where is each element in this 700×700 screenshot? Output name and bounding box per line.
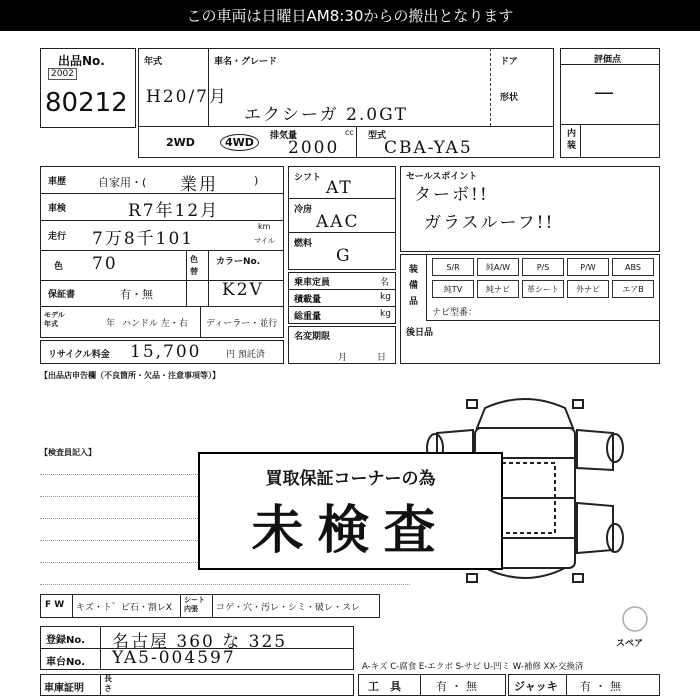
score-label: 評価点	[594, 55, 622, 65]
lot-label: 出品No.	[58, 54, 105, 68]
year-label: 年式	[144, 57, 163, 67]
top-banner: この車両は日曜日AM8:30からの搬出となります	[0, 0, 700, 31]
spare-tire-icon	[618, 604, 652, 634]
navi-model-label: ナビ型番：	[432, 308, 478, 318]
fuel-label: 燃料	[294, 239, 313, 249]
weight-unit: kg	[380, 309, 391, 319]
equipment-item: 純A/W	[477, 258, 519, 276]
recycle-value: 15,700	[130, 342, 202, 362]
type-value: CBA-YA5	[384, 138, 473, 158]
handle-label: ハンドル 左・右	[122, 319, 188, 329]
garage-length-label: 長さ	[104, 674, 112, 693]
fuel-value: G	[336, 246, 352, 266]
drive-4wd: 4WD	[220, 134, 259, 151]
tools-label: 工 具	[368, 680, 401, 693]
equipment-item: S/R	[432, 258, 474, 276]
color-no-label: カラーNo.	[216, 257, 261, 267]
shift-value: AT	[326, 178, 353, 198]
mileage-unit-km: km	[258, 222, 271, 231]
sales-point-line2: ガラスルーフ!!	[424, 213, 555, 233]
registration-value: 名古屋 360 な 325	[112, 632, 288, 652]
garage-cert-box	[40, 674, 354, 696]
sales-point-line1: ターボ!!	[414, 185, 489, 205]
drive-2wd: 2WD	[166, 136, 195, 149]
score-value: —	[594, 80, 614, 104]
stamp-big-text: 未検査	[251, 501, 450, 561]
recycle-label: リサイクル料金	[48, 350, 110, 360]
model-label: 車名・グレード	[214, 57, 278, 67]
inspector-heading: 【検査員記入】	[40, 448, 96, 457]
interior-label: 内装	[567, 129, 577, 151]
history-box	[40, 166, 284, 338]
color-no-value: K2V	[222, 280, 264, 300]
dealer-label: ディーラー・並行	[206, 319, 278, 329]
displacement-value: 2000	[288, 138, 340, 158]
jack-value: 有・無	[580, 680, 625, 693]
equipment-item: 純ナビ	[477, 280, 519, 298]
displacement-label: 排気量	[270, 131, 298, 141]
color-replace-label: 色替	[190, 255, 198, 276]
registration-label: 登録No.	[46, 635, 86, 646]
equipment-item: ABS	[612, 258, 654, 276]
history-opt1: 自家用・(	[98, 176, 147, 189]
ac-label: 冷房	[294, 205, 313, 215]
history-label: 車歴	[48, 177, 67, 187]
garage-cert-label: 車庫証明	[44, 683, 84, 694]
seat-label: シート内張	[184, 596, 205, 613]
equipment-item: エアB	[612, 280, 654, 298]
warranty-label: 保証書	[48, 290, 76, 300]
model-year-label: モデル年式	[44, 311, 65, 328]
damage-legend: A-キズ C-腐食 E-エクボ S-サビ U-凹ミ W-補修 XX-交換済	[362, 662, 584, 672]
name-change-label: 名変期限	[294, 332, 331, 342]
name-change-unit: 月日	[338, 353, 417, 363]
spare-label: スペア	[616, 639, 644, 649]
color-label: 色	[54, 262, 64, 272]
type-label: 型式	[368, 131, 387, 141]
model-year-unit: 年	[106, 319, 116, 329]
equipment-item: P/W	[567, 258, 609, 276]
model-value: エクシーガ 2.0GT	[244, 105, 409, 125]
door-label: ドア	[500, 57, 518, 67]
equipment-label: 装備品	[409, 265, 419, 307]
equipment-item: P/S	[522, 258, 564, 276]
lot-sub: 2002	[48, 68, 77, 80]
equipment-item: 純TV	[432, 280, 474, 298]
chassis-value: YA5-004597	[112, 648, 236, 668]
inspection-label: 車検	[48, 204, 67, 214]
sales-point-label: セールスポイント	[406, 172, 478, 182]
recycle-unit: 円 預託済	[226, 350, 265, 360]
chassis-label: 車台No.	[46, 657, 86, 668]
fw-text: キズ・ト゛ビ石・割レX	[76, 603, 172, 613]
mileage-value: 7万8千101	[92, 229, 195, 249]
tools-value: 有・無	[436, 680, 481, 693]
later-items-label: 後日品	[406, 328, 434, 338]
stamp-top-text: 買取保証コーナーの為	[265, 469, 436, 489]
ac-value: AAC	[316, 212, 360, 232]
not-inspected-stamp	[198, 452, 503, 570]
shape-label: 形状	[500, 93, 519, 103]
capacity-unit: 名	[380, 278, 390, 288]
jack-label: ジャッキ	[514, 680, 558, 693]
weight-label: 総重量	[294, 312, 322, 322]
equipment-item: 革シート	[522, 280, 564, 298]
load-unit: kg	[380, 292, 391, 302]
color-value: 70	[92, 254, 118, 274]
lot-number: 80212	[45, 88, 128, 118]
inspection-value: R7年12月	[128, 201, 220, 221]
declaration-heading: 【出品店申告欄（不良箇所・欠品・注意事項等）】	[40, 371, 220, 380]
load-label: 積載量	[294, 295, 322, 305]
shift-label: シフト	[294, 173, 322, 183]
history-circled: 業用	[180, 175, 218, 195]
year-value: H20/7月	[146, 87, 229, 107]
mileage-unit-mile: マイル	[254, 237, 275, 245]
capacity-label: 乗車定員	[294, 278, 331, 288]
displacement-unit: cc	[345, 128, 354, 137]
equipment-item: 外ナビ	[567, 280, 609, 298]
history-close: )	[254, 174, 259, 187]
mileage-label: 走行	[48, 232, 67, 242]
seat-text: コゲ・穴・汚レ・シミ・破レ・スレ	[216, 603, 361, 613]
fw-label: F W	[45, 600, 65, 610]
warranty-value: 有・無	[120, 288, 153, 301]
